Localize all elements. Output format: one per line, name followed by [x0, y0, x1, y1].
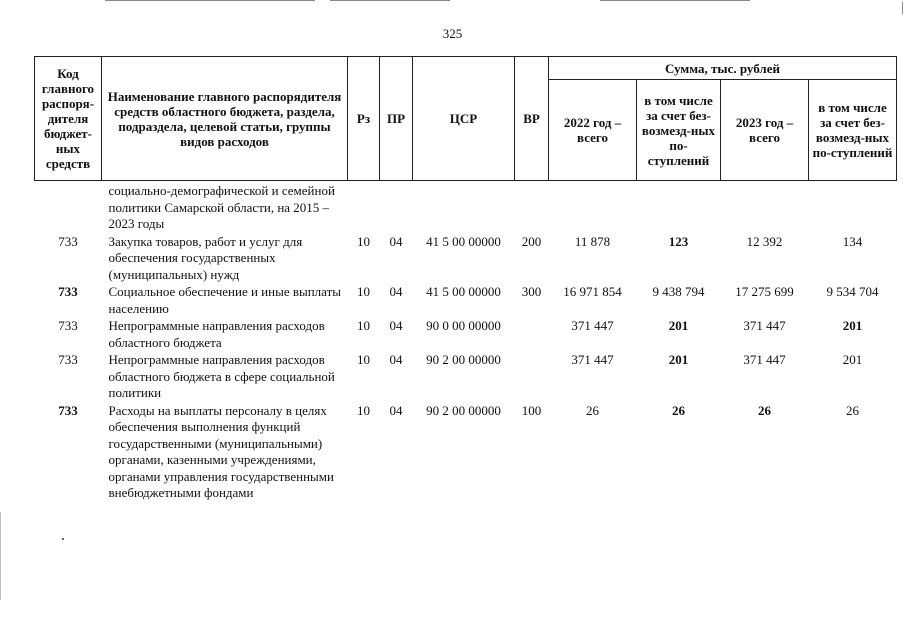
cell-2022-total: 371 447: [571, 318, 614, 333]
header-vr: ВР: [515, 57, 549, 181]
header-2022-total: 2022 год – всего: [549, 80, 637, 181]
header-2023-grants: в том числе за счет без-возмезд-ных по-ступлений: [809, 80, 897, 181]
cell-code: 733: [58, 318, 78, 333]
cell-2023-total: 371 447: [743, 318, 786, 333]
cell-2022-grants: 9 438 794: [652, 284, 705, 299]
header-name: Наименование главного распорядителя средств областного бюджета, раздела, подраздела, целевой статьи, группы видов расходов: [102, 57, 348, 181]
cell-name: Непрограммные направления расходов областного бюджета в сфере социальной политики: [108, 352, 335, 400]
cell-vr: 100: [521, 402, 542, 418]
cell-rz: 10: [357, 352, 370, 367]
cell-rz: 10: [357, 402, 370, 418]
cell-2022-grants: 26: [672, 402, 685, 418]
cell-2022-total: 26: [586, 402, 599, 418]
cell-vr: [515, 318, 549, 352]
cell-2023-grants: [809, 181, 897, 234]
cell-2022-total: [549, 181, 637, 234]
table-row: [35, 181, 897, 234]
cell-rz: [348, 181, 380, 234]
cell-2023-grants: 9 534 704: [826, 284, 879, 299]
cell-vr: 200: [521, 233, 542, 249]
page-number: 325: [442, 26, 463, 41]
cell-2023-grants: 201: [842, 352, 863, 367]
cell-2022-grants: 123: [668, 233, 689, 249]
cell-csr: [413, 181, 515, 234]
cell-rz: 10: [357, 318, 370, 333]
cell-code: 733: [58, 352, 78, 367]
scan-artifact-edge: [0, 512, 1, 600]
cell-2023-total: [721, 181, 809, 234]
cell-name: Расходы на выплаты персоналу в целях обеспечения выполнения функций государственными (муниципальными) органами, казенными учреждениями, органами управления государственными внебюджетными фондами: [108, 402, 334, 500]
header-csr: ЦСР: [413, 57, 515, 181]
header-pr: ПР: [380, 57, 413, 181]
table-row: [35, 403, 897, 503]
cell-vr: 300: [521, 284, 542, 299]
header-sum-group: Сумма, тыс. рублей: [549, 57, 897, 80]
cell-csr: 90 2 00 00000: [426, 402, 501, 418]
cell-2023-total: 371 447: [743, 352, 786, 367]
cell-2022-grants: [637, 181, 721, 234]
cell-pr: 04: [389, 402, 403, 418]
table-body: [35, 181, 897, 503]
header-2022-grants: в том числе за счет без-возмезд-ных по-ступлений: [637, 80, 721, 181]
header-code: Код главного распоря-дителя бюджет-ных средств: [35, 57, 102, 181]
cell-2023-grants: 201: [842, 318, 863, 333]
cell-csr: 41 5 00 00000: [426, 284, 501, 299]
scan-artifact-top: [105, 0, 315, 1]
header-rz: Рз: [348, 57, 380, 181]
cell-2023-total: 12 392: [746, 233, 783, 249]
table-row: [35, 352, 897, 403]
table-row: [35, 234, 897, 285]
cell-code: [35, 181, 102, 234]
cell-name: Непрограммные направления расходов областного бюджета: [108, 318, 325, 350]
cell-2022-total: 11 878: [574, 233, 611, 249]
cell-code: 733: [58, 284, 78, 299]
cell-csr: 90 2 00 00000: [426, 352, 501, 367]
cell-name: социально-демографической и семейной политики Самарской области, на 2015 – 2023 годы: [108, 183, 335, 231]
cell-name: Закупка товаров, работ и услуг для обеспечения государственных (муниципальных) нужд: [108, 233, 303, 282]
cell-pr: 04: [389, 284, 403, 299]
cell-rz: 10: [357, 233, 370, 249]
cell-rz: 10: [357, 284, 370, 299]
scan-artifact-top: [330, 0, 450, 1]
cell-code: 733: [58, 402, 78, 418]
cell-name: Социальное обеспечение и иные выплаты населению: [108, 284, 342, 316]
budget-table: [34, 56, 897, 503]
header-2023-total: 2023 год – всего: [721, 80, 809, 181]
cell-code: 733: [58, 233, 78, 249]
cell-pr: 04: [389, 352, 403, 367]
cell-2022-total: 371 447: [571, 352, 614, 367]
cell-2023-grants: 134: [842, 233, 863, 249]
cell-pr: 04: [389, 233, 403, 249]
cell-vr: [515, 352, 549, 403]
cell-2023-grants: 26: [846, 402, 859, 418]
cell-csr: 41 5 00 00000: [426, 233, 501, 249]
table-row: [35, 284, 897, 318]
cell-2022-total: 16 971 854: [563, 284, 622, 299]
cell-2022-grants: 201: [668, 318, 689, 333]
scan-artifact-dot: [62, 538, 64, 540]
cell-pr: 04: [389, 318, 403, 333]
cell-pr: [380, 181, 413, 234]
scan-artifact-edge: [902, 2, 903, 14]
cell-2023-total: 17 275 699: [735, 284, 794, 299]
cell-2023-total: 26: [758, 402, 771, 418]
cell-vr: [515, 181, 549, 234]
scan-artifact-top: [600, 0, 750, 1]
cell-2022-grants: 201: [668, 352, 689, 367]
table-header: [35, 57, 897, 181]
cell-csr: 90 0 00 00000: [426, 318, 501, 333]
table-row: [35, 318, 897, 352]
